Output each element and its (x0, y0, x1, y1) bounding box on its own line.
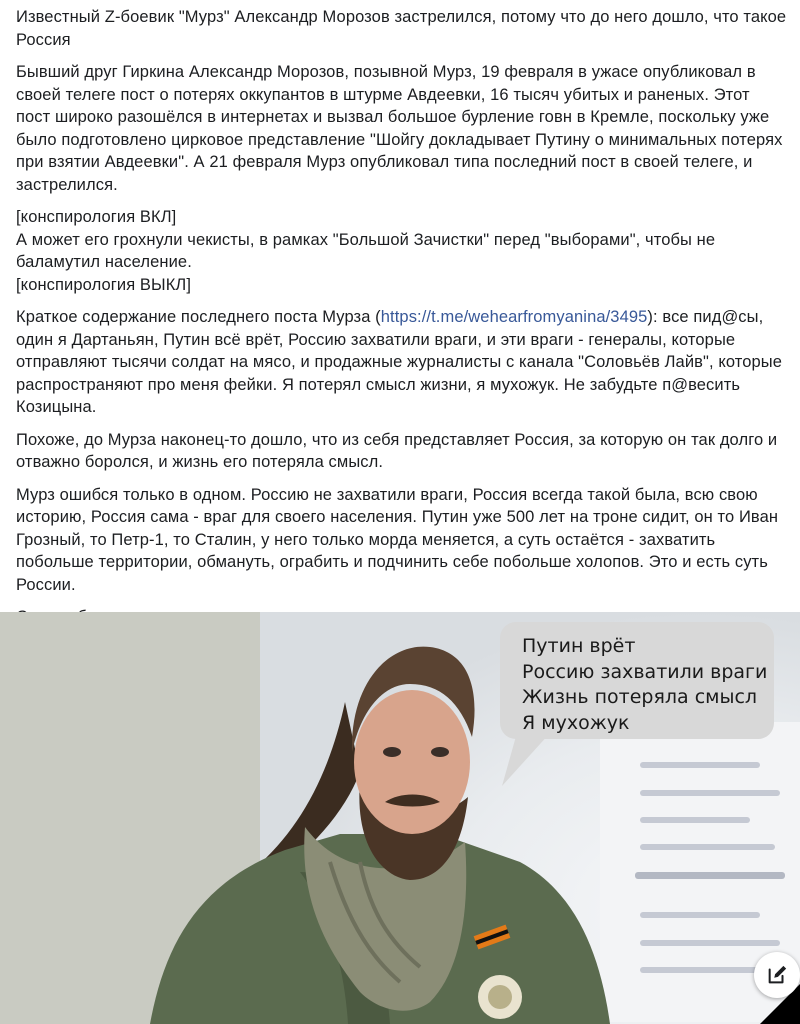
paragraph-3-end: ): все пид@сы, один я Дартаньян, Путин всё врёт, Россию захватили враги, и эти враги - генералы, которые отправляют тысячи солдат на мясо, и продажные журналисты с канала "Соловьёв Лайв", которые распространяют про меня фейки. Я потерял смысл жизни, я мухожук. Не забудьте п@весить Козицына. (16, 308, 783, 416)
conspiracy-off-tag: [конспирология ВЫКЛ] (16, 275, 192, 294)
compose-button[interactable] (754, 952, 800, 998)
post-paragraph-3 (16, 306, 788, 419)
bubble-line: Жизнь потеряла смысл (522, 686, 758, 708)
bubble-line: Я мухожук (522, 711, 630, 734)
speech-bubble-text (522, 634, 767, 736)
post-title: Известный Z-боевик "Мурз" Александр Морозов застрелился, потому что до него дошло, что такое Россия (16, 8, 787, 49)
paragraph-3-start: Краткое содержание последнего поста Мурза ( (16, 308, 381, 326)
conspiracy-text: А может его грохнули чекисты, в рамках "Большой Зачистки" перед "выборами", чтобы не баламутил население. (16, 230, 716, 271)
post-paragraph-5: Мурз ошибся только в одном. Россию не захватили враги, Россия всегда такой была, всю свою историю, Россия сама - враг для своего населения. Путин уже 500 лет на троне сидит, он то Иван Грозный, то Петр-1, то Сталин, у него только морда меняется, а суть остаётся - захватить побольше территории, обмануть, ограбить и подчинить себе побольше холопов. Это и есть суть России. (16, 485, 779, 594)
edit-compose-icon (766, 964, 788, 986)
conspiracy-on-tag: [конспирология ВКЛ] (16, 208, 177, 226)
post-paragraph-4: Похоже, до Мурза наконец-то дошло, что из себя представляет Россия, за которую он так долго и отважно боролся, и жизнь его потеряла смысл. (16, 430, 778, 471)
bubble-line: Россию захватили враги (522, 660, 768, 683)
bubble-line: Путин врёт (522, 635, 636, 657)
post-paragraph-1: Бывший друг Гиркина Александр Морозов, позывной Мурз, 19 февраля в ужасе опубликовал в своей телеге пост о потерях оккупантов в штурме Авдеевки, 16 тысяч убитых и раненых. Этот пост широко разошёлся в интернетах и вызвал большое бурление говн в Кремле, поскольку уже было подготовлено цирковое представление "Шойгу докладывает Путину о минимальных потерях при взятии Авдеевки". А 21 февраля Мурз опубликовал типа последний пост в своей телеге, и застрелился. (16, 63, 783, 194)
speech-bubble (500, 622, 774, 739)
post-body (16, 0, 788, 639)
post-paragraph-conspiracy (16, 206, 788, 296)
telegram-link[interactable]: https://t.me/wehearfromyanina/3495 (380, 308, 648, 326)
post-photo[interactable] (0, 612, 800, 1024)
